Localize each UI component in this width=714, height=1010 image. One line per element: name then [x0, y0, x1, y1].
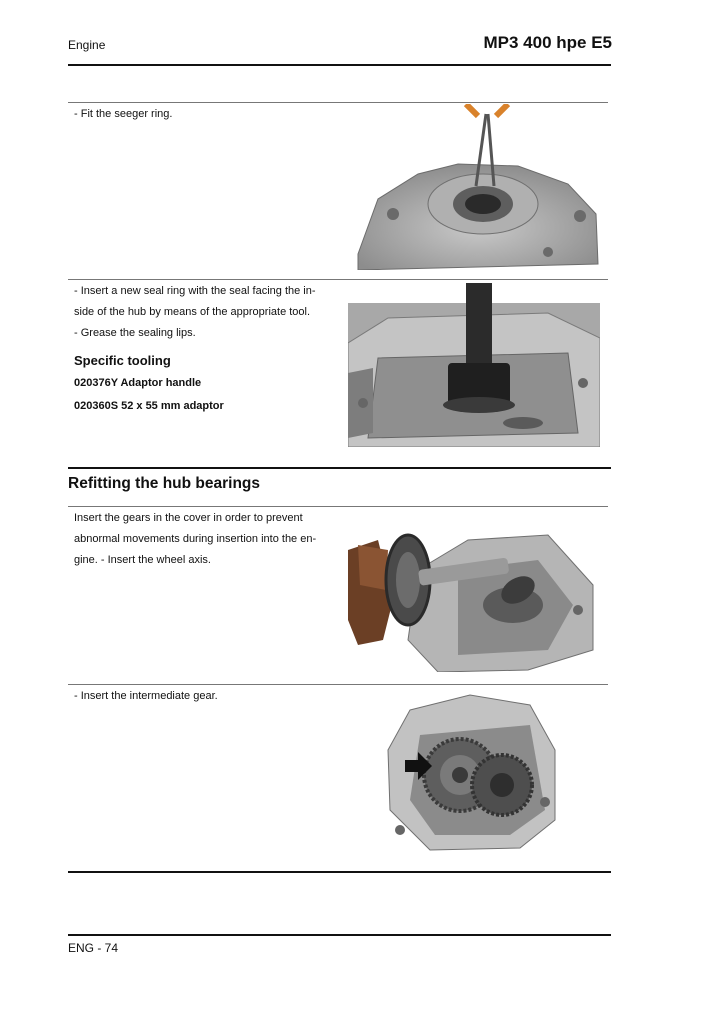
header-model-title: MP3 400 hpe E5 — [483, 33, 612, 52]
step-line: Insert the gears in the cover in order to prevent — [74, 512, 303, 524]
step-line: - Insert a new seal ring with the seal facing the in- — [74, 285, 316, 297]
header-section-label: Engine — [68, 38, 106, 52]
step-line: - Insert the intermediate gear. — [74, 690, 218, 702]
specific-tooling-title: Specific tooling — [74, 353, 171, 368]
step-divider — [68, 279, 608, 280]
step-line: abnormal movements during insertion into the en- — [74, 533, 317, 545]
seal-ring-tool-photo — [348, 283, 600, 447]
step-2-text — [74, 281, 342, 344]
specific-tooling-block — [74, 350, 342, 418]
step-divider — [68, 102, 608, 103]
gears-in-cover-photo — [348, 510, 602, 672]
section-title: Refitting the hub bearings — [68, 475, 261, 492]
step-1-text — [74, 104, 342, 125]
step-line: - Fit the seeger ring. — [74, 108, 173, 120]
page-number: ENG - 74 — [68, 941, 119, 955]
seeger-ring-photo — [348, 104, 604, 270]
step-line: side of the hub by means of the appropriate tool. — [74, 306, 311, 318]
step-4-text — [74, 686, 342, 707]
footer-divider — [68, 934, 611, 936]
tooling-item: 020376Y Adaptor handle — [74, 377, 202, 389]
step-3-text — [74, 508, 342, 571]
header-divider — [68, 64, 611, 66]
intermediate-gear-photo — [380, 690, 570, 852]
step-divider — [68, 506, 608, 507]
section-divider — [68, 467, 611, 469]
step-divider — [68, 684, 608, 685]
content-end-divider — [68, 871, 611, 873]
step-line: gine. - Insert the wheel axis. — [74, 554, 211, 566]
tooling-item: 020360S 52 x 55 mm adaptor — [74, 400, 224, 412]
step-line: - Grease the sealing lips. — [74, 327, 196, 339]
